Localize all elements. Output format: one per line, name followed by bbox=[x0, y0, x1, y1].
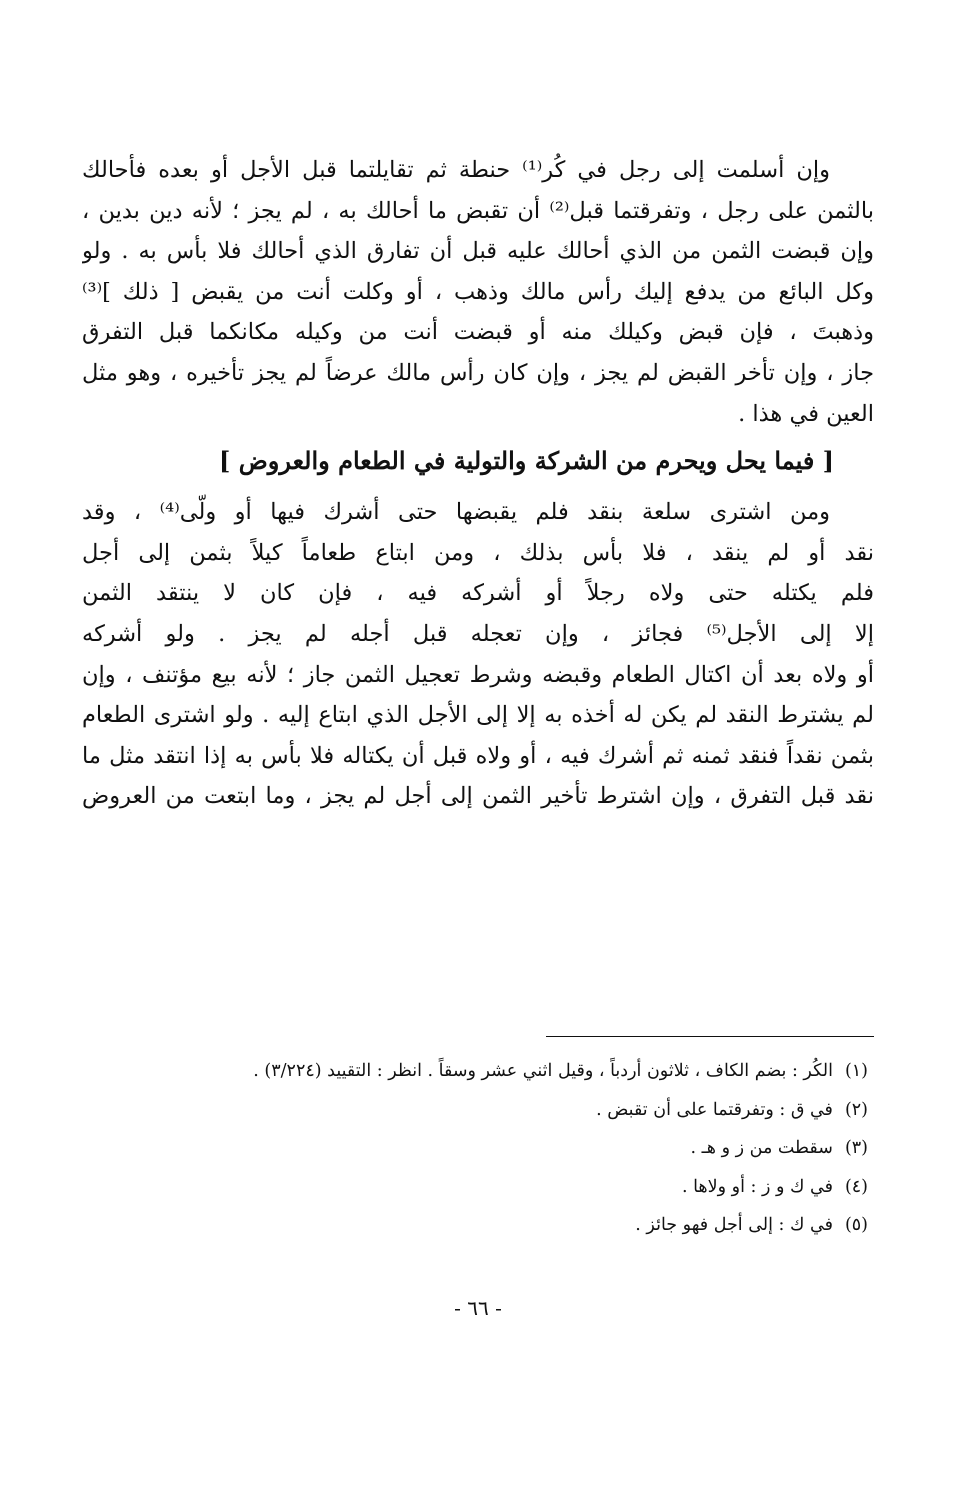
text-line: لم يشترط النقد لم يكن له أخذه به إلا إلى الأجل الذي ابتاع إليه . ولو اشترى الطعام bbox=[82, 702, 874, 729]
text-line: جاز ، وإن تأخر القبض لم يجز ، وإن كان رأس مالك عرضاً لم يجز تأخيره ، وهو مثل bbox=[82, 359, 874, 386]
footnote-number: (١) bbox=[844, 1061, 868, 1081]
text-line: العين في هذا . bbox=[738, 400, 874, 427]
text-line: وإن أسلمت إلى رجل في كُر⁽¹⁾ حنطة ثم تقايلتما قبل الأجل أو بعده فأحالك bbox=[82, 157, 830, 183]
text-line: ومن اشترى سلعة بنقد فلم يقبضها حتى أشرك فيها أو ولّى⁽⁴⁾ ، وقد bbox=[82, 499, 830, 526]
footnote-divider bbox=[546, 1036, 874, 1037]
footnote-text: الكُر : بضم الكاف ، ثلاثون أردباً ، وقيل اثني عشر وسقاً . انظر : التقييد (٣/٢٢٤) . bbox=[253, 1061, 833, 1081]
paragraph-1 bbox=[82, 150, 874, 191]
paragraph-2-continued bbox=[82, 533, 874, 817]
text-line: بثمن نقداً فنقد ثمنه ثم أشرك فيه ، أو ولاه قبل أن يكتاله فلا بأس به إذا انتقد مثل ما bbox=[82, 742, 874, 769]
footnote-item bbox=[82, 1206, 874, 1245]
footnote-text: سقطت من ز و هـ . bbox=[690, 1138, 833, 1158]
footnote-item bbox=[82, 1052, 874, 1091]
footnote-item bbox=[82, 1091, 874, 1130]
text-line: وكل البائع من يدفع إليك رأس مالك وذهب ، أو وكلت أنت من يقبض [ ذلك ]⁽³⁾ bbox=[82, 278, 874, 305]
text-line: إلا إلى الأجل⁽⁵⁾ فجائز ، وإن تعجله قبل أجله لم يجز . ولو أشركه bbox=[82, 620, 874, 647]
paragraph-2 bbox=[82, 492, 874, 533]
footnote-item bbox=[82, 1129, 874, 1168]
footnote-text: في ق : وتفرقتما على أن تقبض . bbox=[596, 1099, 833, 1120]
footnote-number: (٥) bbox=[844, 1215, 868, 1235]
footnotes bbox=[82, 1052, 874, 1245]
main-text bbox=[82, 150, 874, 817]
section-heading: [ فيما يحل ويحرم من الشركة والتولية في الطعام والعروض ] bbox=[219, 446, 834, 476]
text-line: نقد أو لم ينقد ، فلا بأس بذلك ، ومن ابتاع طعاماً كيلاً بثمن إلى أجل bbox=[82, 539, 874, 566]
text-line: فلم يكتله حتى ولاه رجلاً أو أشركه فيه ، فإن كان لا ينتقد الثمن bbox=[82, 580, 874, 607]
footnote-number: (٤) bbox=[844, 1176, 868, 1197]
paragraph-1-continued bbox=[82, 191, 874, 435]
footnote-item bbox=[82, 1168, 874, 1207]
footnote-text: في ك و ز : أو ولاها . bbox=[681, 1176, 833, 1197]
text-line: وإن قبضت الثمن من الذي أحالك عليه قبل أن تفارق الذي أحالك فلا بأس به . ولو bbox=[82, 238, 874, 265]
footnote-number: (٣) bbox=[844, 1138, 868, 1158]
page-number: - ٦٦ - bbox=[454, 1296, 502, 1320]
text-line: أو ولاه بعد أن اكتال الطعام وقبضه وشرط تعجيل الثمن جاز ؛ لأنه بيع مؤتنف ، وإن bbox=[82, 661, 874, 688]
text-line: وذهبتَ ، فإن قبض وكيلك منه أو قبضت أنت من وكيله مكانكما قبل التفرق bbox=[82, 319, 874, 346]
footnote-text: في ك : إلى أجل فهو جائز . bbox=[635, 1215, 833, 1235]
text-line: بالثمن على رجل ، وتفرقتما قبل⁽²⁾ أن تقبض ما أحالك به ، لم يجز ؛ لأنه دين بدين ، bbox=[82, 197, 874, 224]
footnote-number: (٢) bbox=[844, 1099, 868, 1120]
text-line: نقد قبل التفرق ، وإن اشترط تأخير الثمن إلى أجل لم يجز ، وما ابتعت من العروض bbox=[82, 783, 874, 810]
